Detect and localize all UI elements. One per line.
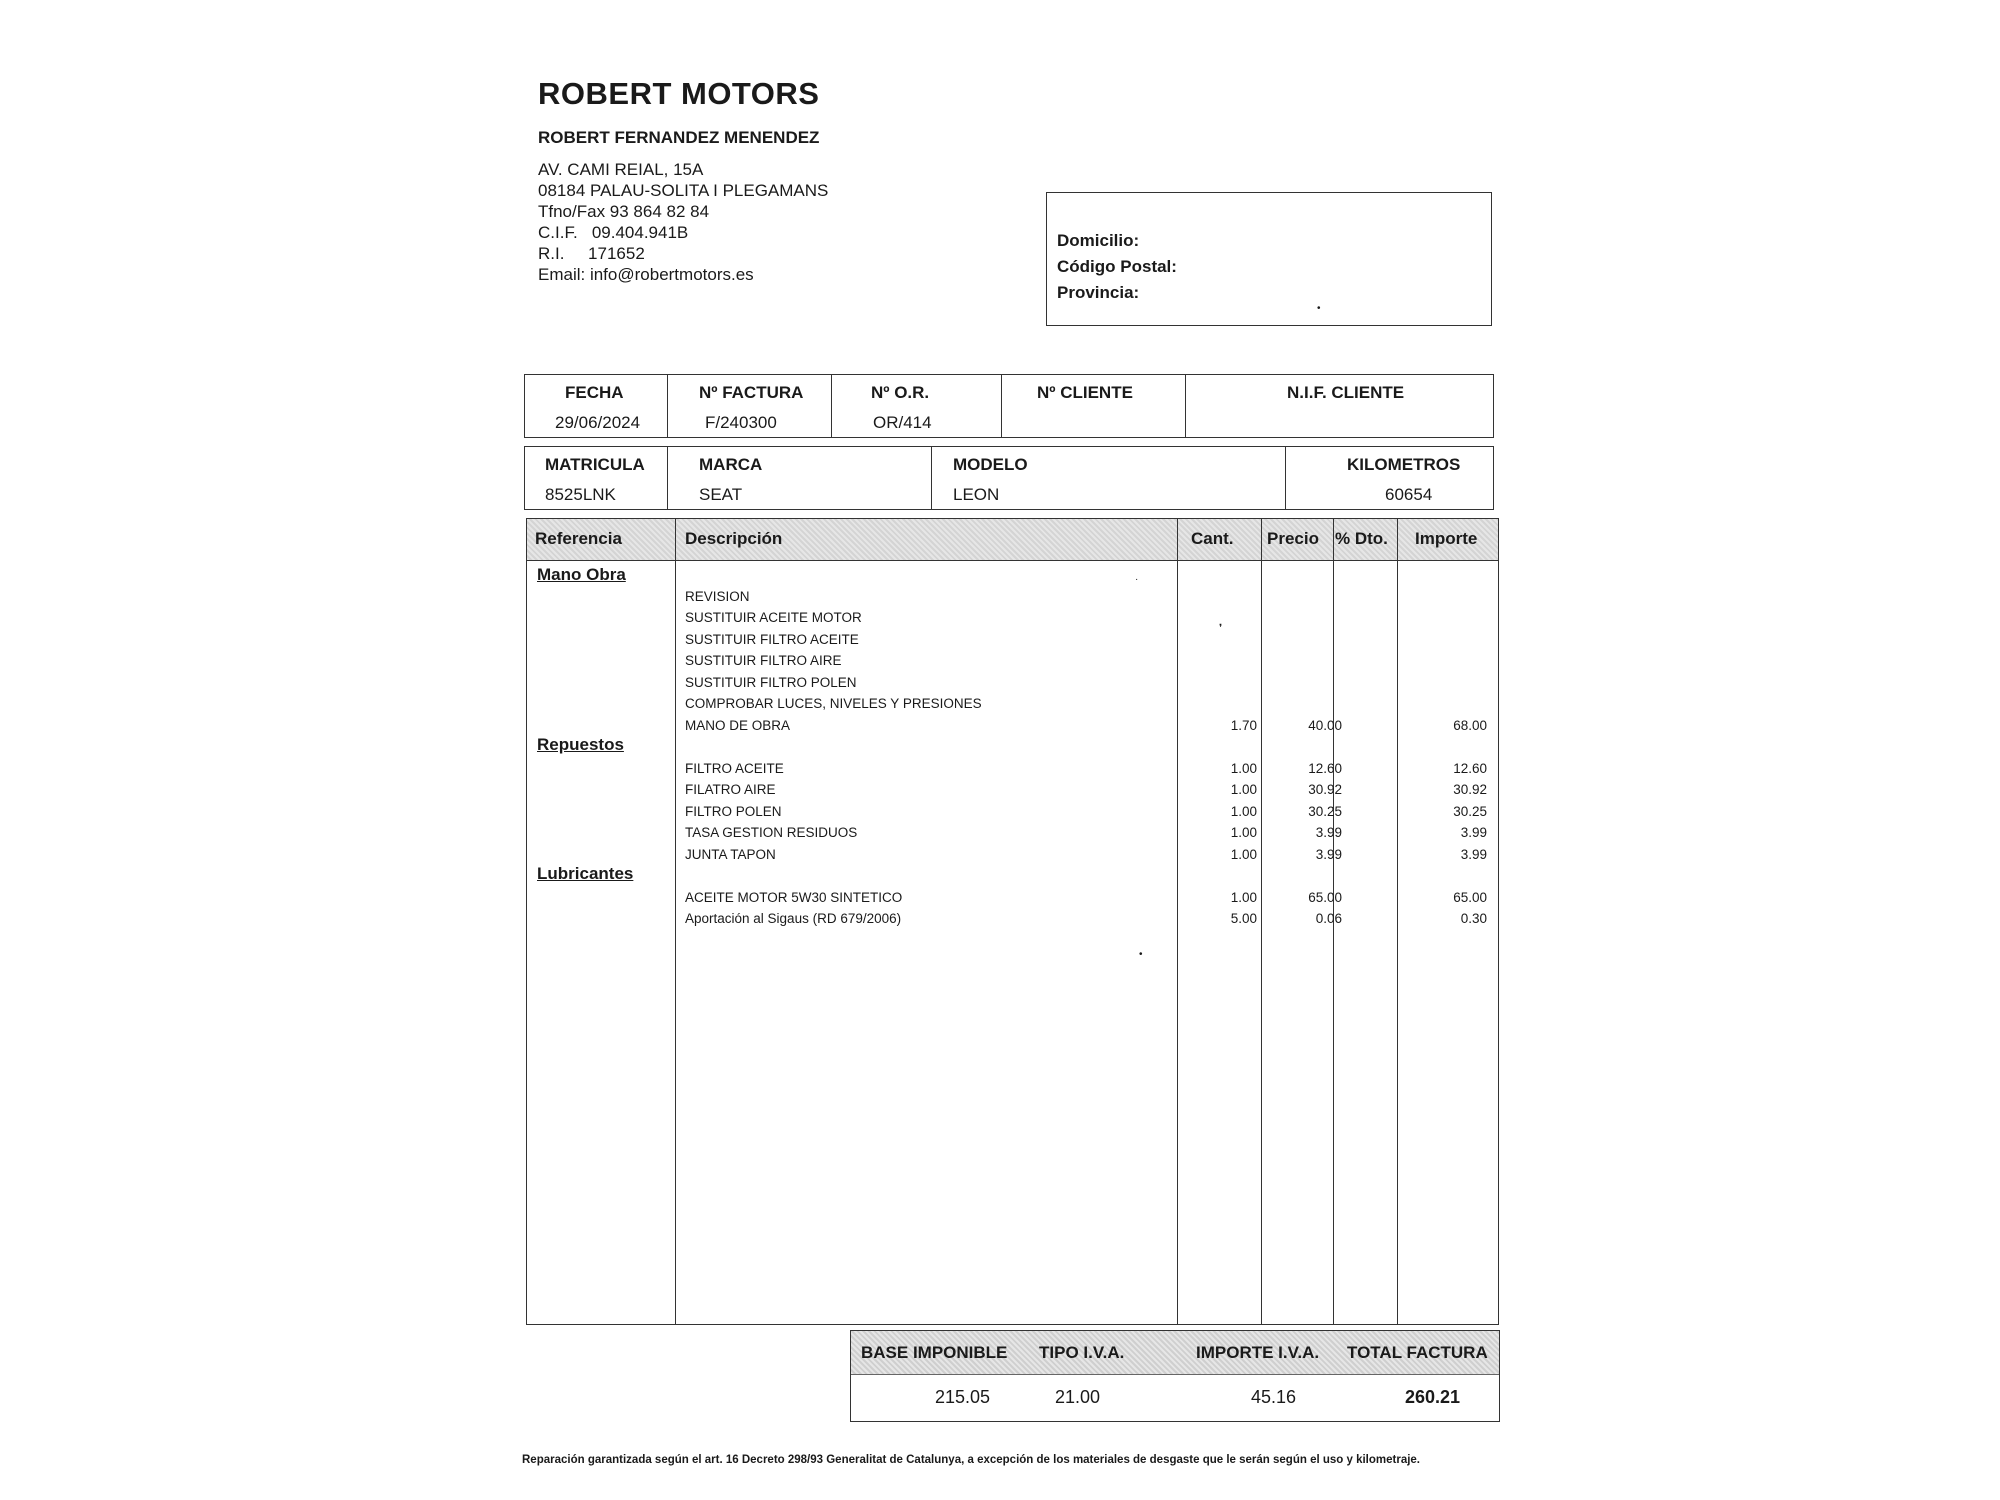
table-row <box>527 696 1498 717</box>
row-description: ACEITE MOTOR 5W30 SINTETICO <box>685 890 903 905</box>
column-divider <box>1001 375 1002 437</box>
address-line: 08184 PALAU-SOLITA I PLEGAMANS <box>538 181 829 200</box>
marca-header: MARCA <box>699 455 763 474</box>
or-value: OR/414 <box>873 413 932 432</box>
total-factura-header: TOTAL FACTURA <box>1347 1343 1488 1362</box>
row-description: FILTRO POLEN <box>685 804 782 819</box>
row-description: FILATRO AIRE <box>685 782 776 797</box>
table-row <box>527 675 1498 696</box>
matricula-value: 8525LNK <box>545 485 616 504</box>
codigo-postal-label: Código Postal: <box>1057 257 1177 276</box>
kilometros-value: 60654 <box>1385 485 1433 504</box>
row-description: COMPROBAR LUCES, NIVELES Y PRESIONES <box>685 696 982 711</box>
vehicle-table <box>524 446 1494 510</box>
row-amount: 3.99 <box>1460 825 1487 840</box>
provincia-label: Provincia: <box>1057 283 1140 302</box>
cantidad-header: Cant. <box>1191 529 1234 548</box>
matricula-header: MATRICULA <box>545 455 645 474</box>
column-divider <box>667 375 668 437</box>
base-imponible-header: BASE IMPONIBLE <box>861 1343 1008 1362</box>
row-quantity: 5.00 <box>1230 911 1257 926</box>
row-description: MANO DE OBRA <box>685 718 791 733</box>
row-price: 65.00 <box>1308 890 1342 905</box>
table-row <box>527 761 1498 782</box>
row-quantity: 1.00 <box>1230 761 1257 776</box>
table-row <box>527 804 1498 825</box>
row-description: SUSTITUIR FILTRO AIRE <box>685 653 842 668</box>
factura-header: Nº FACTURA <box>699 383 804 402</box>
total-factura-value: 260.21 <box>1405 1387 1461 1407</box>
scan-speck: · <box>1135 574 1139 585</box>
scan-speck: • <box>1139 949 1143 960</box>
descuento-header: % Dto. <box>1335 529 1388 548</box>
row-amount: 65.00 <box>1453 890 1487 905</box>
row-amount: 12.60 <box>1453 761 1487 776</box>
cif-line: C.I.F. 09.404.941B <box>538 223 689 242</box>
row-price: 12.60 <box>1308 761 1342 776</box>
importe-iva-value: 45.16 <box>1251 1387 1297 1407</box>
table-row <box>527 782 1498 803</box>
tipo-iva-value: 21.00 <box>1055 1387 1101 1407</box>
tipo-iva-header: TIPO I.V.A. <box>1039 1343 1125 1362</box>
column-divider <box>667 447 668 509</box>
section-mano-obra: Mano Obra <box>537 565 626 584</box>
domicilio-label: Domicilio: <box>1057 231 1140 250</box>
row-description: SUSTITUIR FILTRO POLEN <box>685 675 857 690</box>
row-quantity: 1.00 <box>1230 804 1257 819</box>
cliente-header: Nº CLIENTE <box>1037 383 1133 402</box>
row-price: 30.92 <box>1308 782 1342 797</box>
totals-table <box>850 1330 1500 1422</box>
row-quantity: 1.00 <box>1230 782 1257 797</box>
scan-speck: ❜ <box>1219 623 1223 634</box>
column-divider <box>831 375 832 437</box>
table-row <box>527 825 1498 846</box>
owner-name: ROBERT FERNANDEZ MENENDEZ <box>538 128 820 147</box>
row-price: 40.00 <box>1308 718 1342 733</box>
row-amount: 0.30 <box>1460 911 1487 926</box>
row-amount: 30.92 <box>1453 782 1487 797</box>
row-amount: 68.00 <box>1453 718 1487 733</box>
invoice-info-table <box>524 374 1494 438</box>
referencia-header: Referencia <box>535 529 622 548</box>
importe-iva-header: IMPORTE I.V.A. <box>1196 1343 1320 1362</box>
row-description: SUSTITUIR ACEITE MOTOR <box>685 610 862 625</box>
table-row <box>527 911 1498 932</box>
descripcion-header: Descripción <box>685 529 783 548</box>
fecha-value: 29/06/2024 <box>555 413 641 432</box>
modelo-header: MODELO <box>953 455 1028 474</box>
client-address-box <box>1046 192 1492 326</box>
table-row <box>527 632 1498 653</box>
kilometros-header: KILOMETROS <box>1347 455 1461 474</box>
table-row <box>527 890 1498 911</box>
marca-value: SEAT <box>699 485 743 504</box>
row-description: REVISION <box>685 589 750 604</box>
section-repuestos: Repuestos <box>537 735 624 754</box>
importe-header: Importe <box>1415 529 1478 548</box>
scan-speck: • <box>1317 303 1321 314</box>
ri-line: R.I. 171652 <box>538 244 645 263</box>
company-name: ROBERT MOTORS <box>538 76 820 111</box>
factura-value: F/240300 <box>705 413 777 432</box>
row-quantity: 1.00 <box>1230 825 1257 840</box>
base-imponible-value: 215.05 <box>935 1387 991 1407</box>
column-divider <box>1185 375 1186 437</box>
items-table <box>526 518 1499 1325</box>
precio-header: Precio <box>1267 529 1319 548</box>
row-description: FILTRO ACEITE <box>685 761 784 776</box>
company-address <box>538 159 828 285</box>
row-description: SUSTITUIR FILTRO ACEITE <box>685 632 859 647</box>
table-row <box>527 589 1498 610</box>
nif-header: N.I.F. CLIENTE <box>1287 383 1405 402</box>
fecha-header: FECHA <box>565 383 624 402</box>
table-row <box>527 610 1498 631</box>
row-amount: 30.25 <box>1453 804 1487 819</box>
phone-line: Tfno/Fax 93 864 82 84 <box>538 202 710 221</box>
row-description: TASA GESTION RESIDUOS <box>685 825 858 840</box>
row-price: 3.99 <box>1315 847 1342 862</box>
column-divider <box>1285 447 1286 509</box>
column-divider <box>931 447 932 509</box>
row-quantity: 1.00 <box>1230 847 1257 862</box>
address-line: AV. CAMI REIAL, 15A <box>538 160 704 179</box>
row-description: JUNTA TAPON <box>685 847 776 862</box>
modelo-value: LEON <box>953 485 1000 504</box>
or-header: Nº O.R. <box>871 383 930 402</box>
row-quantity: 1.70 <box>1230 718 1257 733</box>
row-price: 3.99 <box>1315 825 1342 840</box>
table-row <box>527 718 1498 739</box>
row-description: Aportación al Sigaus (RD 679/2006) <box>685 911 902 926</box>
row-quantity: 1.00 <box>1230 890 1257 905</box>
row-price: 30.25 <box>1308 804 1342 819</box>
section-lubricantes: Lubricantes <box>537 864 634 883</box>
row-price: 0.06 <box>1315 911 1342 926</box>
table-row <box>527 847 1498 868</box>
warranty-note: Reparación garantizada según el art. 16 Decreto 298/93 Generalitat de Catalunya, a excepción de los materiales de desgaste que le serán según el uso y kilometraje. <box>522 1454 1421 1466</box>
row-amount: 3.99 <box>1460 847 1487 862</box>
email-line: Email: info@robertmotors.es <box>538 265 754 284</box>
table-row <box>527 653 1498 674</box>
